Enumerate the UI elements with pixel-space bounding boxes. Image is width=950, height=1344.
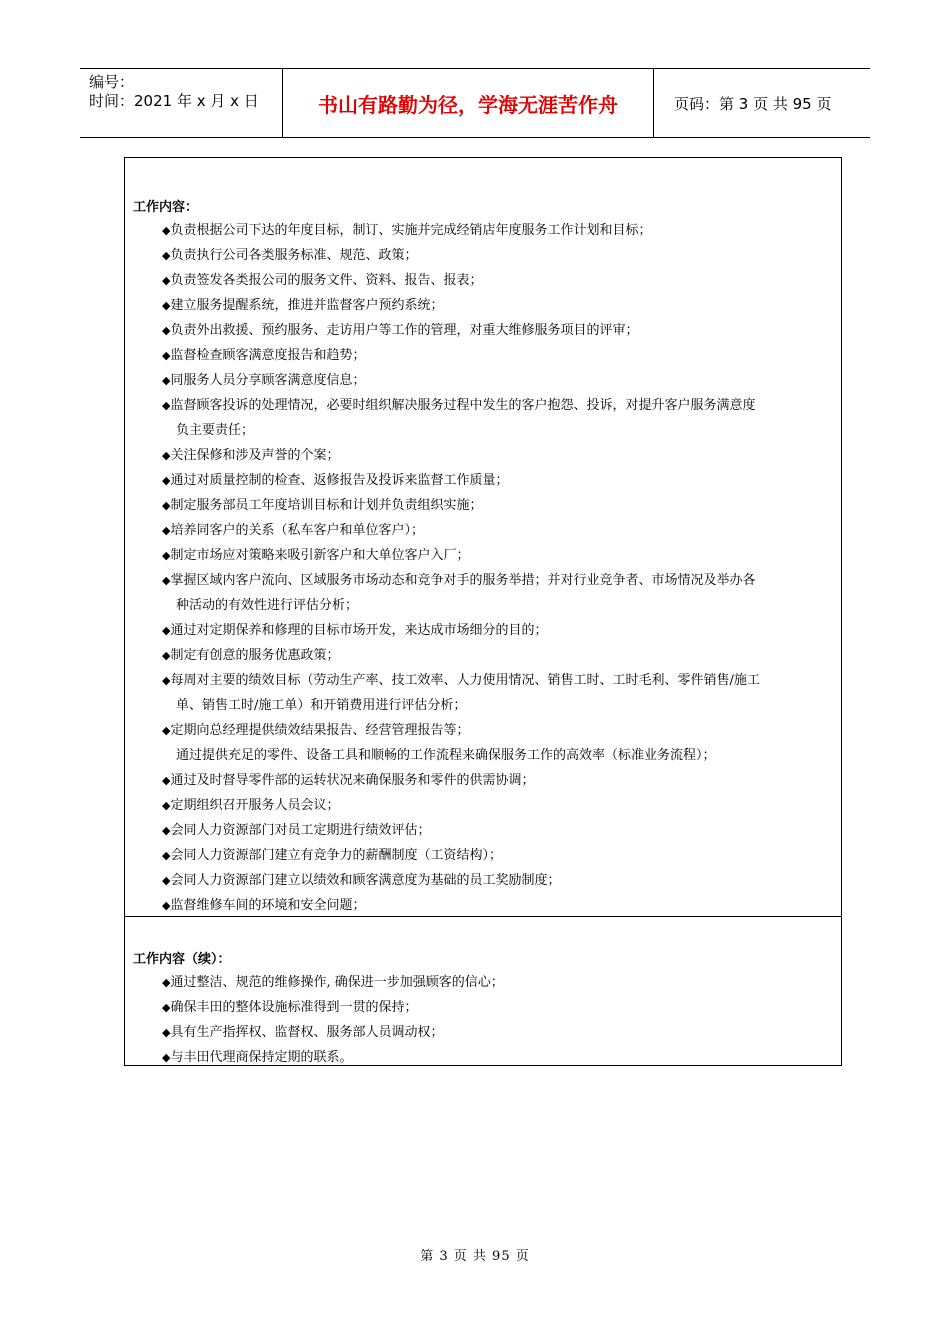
list-item-line [162,443,838,468]
list-item [162,768,838,793]
job-content-continued-list [162,970,838,1070]
list-item-text: 负责根据公司下达的年度目标，制订、实施并完成经销店年度服务工作计划和目标； [170,223,652,238]
bullet-diamond-icon: ◆ [162,224,171,237]
list-item [162,293,838,318]
list-item [162,668,838,718]
list-item [162,1020,838,1045]
list-item [162,643,838,668]
list-item-line [162,293,838,318]
list-item [162,518,838,543]
bullet-diamond-icon: ◆ [162,1026,171,1039]
list-item-line [162,818,838,843]
list-item-text: 监督维修车间的环境和安全问题； [170,898,366,913]
list-item-text: 通过及时督导零件部的运转状况来确保服务和零件的供需协调； [170,773,535,788]
page-header [80,68,870,138]
list-item-line [162,343,838,368]
list-item-text: 每周对主要的绩效目标（劳动生产率、技工效率、人力使用情况、销售工时、工时毛利、零件销售/施工 [170,673,760,688]
bullet-diamond-icon: ◆ [162,724,171,737]
list-item-continuation: 负主要责任； [176,423,255,438]
document-date: 时间：2021 年 x 月 x 日 [89,92,259,110]
list-item-text: 关注保修和涉及声誉的个案； [170,448,340,463]
bullet-diamond-icon: ◆ [162,1051,171,1064]
list-item-line [162,1020,838,1045]
list-item-text: 掌握区域内客户流向、区域服务市场动态和竞争对手的服务举措；并对行业竞争者、市场情况及举办各 [170,573,756,588]
list-item-text: 通过对质量控制的检查、返修报告及投诉来监督工作质量； [170,473,509,488]
bullet-diamond-icon: ◆ [162,624,171,637]
bullet-diamond-icon: ◆ [162,274,171,287]
bullet-diamond-icon: ◆ [162,874,171,887]
list-item-line [162,268,838,293]
list-item-text: 会同人力资源部门建立以绩效和顾客满意度为基础的员工奖励制度； [170,873,561,888]
list-item-line [162,368,838,393]
job-content-list [162,218,838,918]
page-footer: 第 3 页 共 95 页 [420,1249,530,1264]
list-item-text: 负责执行公司各类服务标准、规范、政策； [170,248,418,263]
list-item-line [162,493,838,518]
bullet-diamond-icon: ◆ [162,899,171,912]
list-item-line [162,618,838,643]
bullet-diamond-icon: ◆ [162,976,171,989]
header-page-info-cell [664,69,870,137]
list-item [162,443,838,468]
list-item-line [162,643,838,668]
list-item [162,493,838,518]
list-item-text: 监督顾客投诉的处理情况，必要时组织解决服务过程中发生的客户抱怨、投诉，对提升客户服务满意度 [170,398,756,413]
list-item [162,243,838,268]
list-item-line [162,868,838,893]
list-item-text: 通过整洁、规范的维修操作, 确保进一步加强顾客的信心； [170,975,504,990]
bullet-diamond-icon: ◆ [162,249,171,262]
list-item-text: 定期组织召开服务人员会议； [170,798,340,813]
bullet-diamond-icon: ◆ [162,524,171,537]
list-item-line [162,970,838,995]
list-item [162,618,838,643]
list-item-text: 制定服务部员工年度培训目标和计划并负责组织实施； [170,498,483,513]
list-item-text: 同服务人员分享顾客满意度信息； [170,373,366,388]
list-item-line [162,768,838,793]
bullet-diamond-icon: ◆ [162,349,171,362]
list-item [162,970,838,995]
list-item-text: 培养同客户的关系（私车客户和单位客户）； [170,523,424,538]
bullet-diamond-icon: ◆ [162,649,171,662]
list-item [162,718,838,743]
list-item [162,343,838,368]
list-item [162,868,838,893]
list-item-text: 制定市场应对策略来吸引新客户和大单位客户入厂； [170,548,470,563]
list-item [162,818,838,843]
header-meta [80,69,283,137]
header-motto-cell [283,69,654,137]
list-item-text: 会同人力资源部门对员工定期进行绩效评估； [170,823,431,838]
document-number-label: 编号： [89,73,135,91]
bullet-diamond-icon: ◆ [162,574,171,587]
list-item [162,1045,838,1070]
list-item-text: 与丰田代理商保持定期的联系。 [170,1050,353,1065]
list-item [162,995,838,1020]
list-item-line [162,393,838,418]
list-item-text: 具有生产指挥权、监督权、服务部人员调动权； [170,1025,444,1040]
list-item-line [162,1045,838,1070]
bullet-diamond-icon: ◆ [162,399,171,412]
list-item-line [162,568,838,593]
list-item-line [162,743,838,768]
bullet-diamond-icon: ◆ [162,1001,171,1014]
list-item-line [162,243,838,268]
list-item [162,368,838,393]
list-item-line [162,995,838,1020]
list-item [162,793,838,818]
bullet-diamond-icon: ◆ [162,324,171,337]
list-item-line [162,893,838,918]
list-item-line [162,668,838,693]
list-item [162,318,838,343]
list-item-text: 负责签发各类报公司的服务文件、资料、报告、报表； [170,273,483,288]
bullet-diamond-icon: ◆ [162,674,171,687]
list-item-line [162,843,838,868]
list-item-line [162,518,838,543]
bullet-diamond-icon: ◆ [162,499,171,512]
list-item [162,743,838,768]
header-motto: 书山有路勤为径，学海无涯苦作舟 [318,92,618,117]
list-item-text: 通过对定期保养和修理的目标市场开发，来达成市场细分的目的； [170,623,548,638]
list-item-continuation: 单、销售工时/施工单）和开销费用进行评估分析； [176,698,467,713]
bullet-diamond-icon: ◆ [162,299,171,312]
list-item-line [162,318,838,343]
bullet-diamond-icon: ◆ [162,374,171,387]
section-title: 工作内容： [133,200,199,215]
list-item [162,268,838,293]
list-item-text: 定期向总经理提供绩效结果报告、经营管理报告等； [170,723,470,738]
bullet-diamond-icon: ◆ [162,774,171,787]
list-item-line [162,543,838,568]
list-item [162,893,838,918]
header-page-info: 页码：第 3 页 共 95 页 [674,94,832,113]
list-item-text: 确保丰田的整体设施标准得到一贯的保持； [170,1000,418,1015]
list-item-continuation: 种活动的有效性进行评估分析； [176,598,359,613]
list-item-text: 会同人力资源部门建立有竞争力的薪酬制度（工资结构）； [170,848,502,863]
bullet-diamond-icon: ◆ [162,824,171,837]
bullet-diamond-icon: ◆ [162,474,171,487]
list-item [162,843,838,868]
bullet-diamond-icon: ◆ [162,449,171,462]
list-item [162,468,838,493]
list-item-text: 监督检查顾客满意度报告和趋势； [170,348,366,363]
list-item [162,393,838,443]
job-content-table [124,157,842,1066]
list-item-line [162,468,838,493]
list-item-line [162,218,838,243]
list-item [162,218,838,243]
list-item-line [162,718,838,743]
bullet-diamond-icon: ◆ [162,549,171,562]
list-item-text: 通过提供充足的零件、设备工具和顺畅的工作流程来确保服务工作的高效率（标准业务流程）； [176,748,716,763]
section-divider [125,916,841,917]
list-item-text: 负责外出救援、预约服务、走访用户等工作的管理，对重大维修服务项目的评审； [170,323,639,338]
bullet-diamond-icon: ◆ [162,849,171,862]
list-item [162,568,838,618]
list-item-text: 建立服务提醒系统，推进并监督客户预约系统； [170,298,444,313]
list-item-text: 制定有创意的服务优惠政策； [170,648,340,663]
section-continued-title: 工作内容（续）： [133,952,231,967]
list-item [162,543,838,568]
list-item-line [162,793,838,818]
bullet-diamond-icon: ◆ [162,799,171,812]
